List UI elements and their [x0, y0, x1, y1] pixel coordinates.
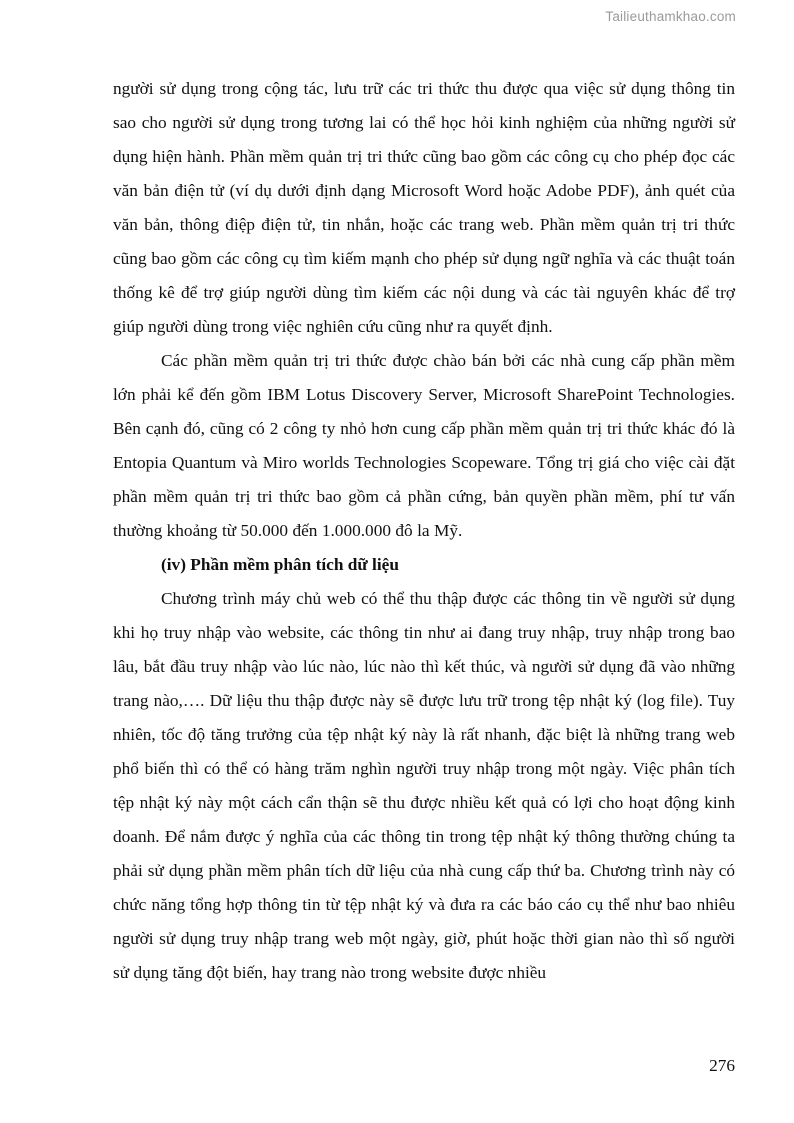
section-heading-iv: (iv) Phần mềm phân tích dữ liệu	[161, 555, 399, 574]
body-paragraph-1: người sử dụng trong cộng tác, lưu trữ các tri thức thu được qua việc sử dụng thông tin sao cho người sử dụng trong tương lai có thể học hỏi kinh nghiệm của những người sử dụng hiện hành. Phần mềm quản trị tri thức cũng bao gồm các công cụ cho phép đọc các văn bản điện tử (ví dụ dưới định dạng Microsoft Word hoặc Adobe PDF), ảnh quét của văn bản, thông điệp điện tử, tin nhắn, hoặc các trang web. Phần mềm quản trị tri thức cũng bao gồm các công cụ tìm kiếm mạnh cho phép sử dụng ngữ nghĩa và các thuật toán thống kê để trợ giúp người dùng tìm kiếm các nội dung và các tài nguyên khác để trợ giúp người dùng trong việc nghiên cứu cũng như ra quyết định.	[113, 79, 735, 336]
page-text-body	[113, 72, 735, 990]
page-number: 276	[709, 1056, 735, 1075]
body-paragraph-3: Chương trình máy chủ web có thể thu thập được các thông tin về người sử dụng khi họ truy nhập vào website, các thông tin như ai đang truy nhập, truy nhập trong bao lâu, bắt đầu truy nhập vào lúc nào, lúc nào thì kết thúc, và người sử dụng đã vào những trang nào,…. Dữ liệu thu thập được này sẽ được lưu trữ trong tệp nhật ký (log file). Tuy nhiên, tốc độ tăng trưởng của tệp nhật ký này là rất nhanh, đặc biệt là những trang web phổ biến thì có thể có hàng trăm nghìn người truy nhập trong một ngày. Việc phân tích tệp nhật ký này một cách cẩn thận sẽ thu được nhiều kết quả có lợi cho hoạt động kinh doanh. Để nắm được ý nghĩa của các thông tin trong tệp nhật ký thông thường chúng ta phải sử dụng phần mềm phân tích dữ liệu của nhà cung cấp thứ ba. Chương trình này có chức năng tổng hợp thông tin từ tệp nhật ký và đưa ra các báo cáo cụ thể như bao nhiêu người sử dụng truy nhập trang web một ngày, giờ, phút hoặc thời gian nào thì số người sử dụng tăng đột biến, hay trang nào trong website được nhiều	[113, 589, 735, 982]
body-paragraph-2: Các phần mềm quản trị tri thức được chào bán bởi các nhà cung cấp phần mềm lớn phải kể đến gồm IBM Lotus Discovery Server, Microsoft SharePoint Technologies. Bên cạnh đó, cũng có 2 công ty nhỏ hơn cung cấp phần mềm quản trị tri thức khác đó là Entopia Quantum và Miro worlds Technologies Scopeware. Tổng trị giá cho việc cài đặt phần mềm quản trị tri thức bao gồm cả phần cứng, bản quyền phần mềm, phí tư vấn thường khoảng từ 50.000 đến 1.000.000 đô la Mỹ.	[113, 351, 735, 540]
watermark-label: Tailieuthamkhao.com	[605, 9, 736, 24]
